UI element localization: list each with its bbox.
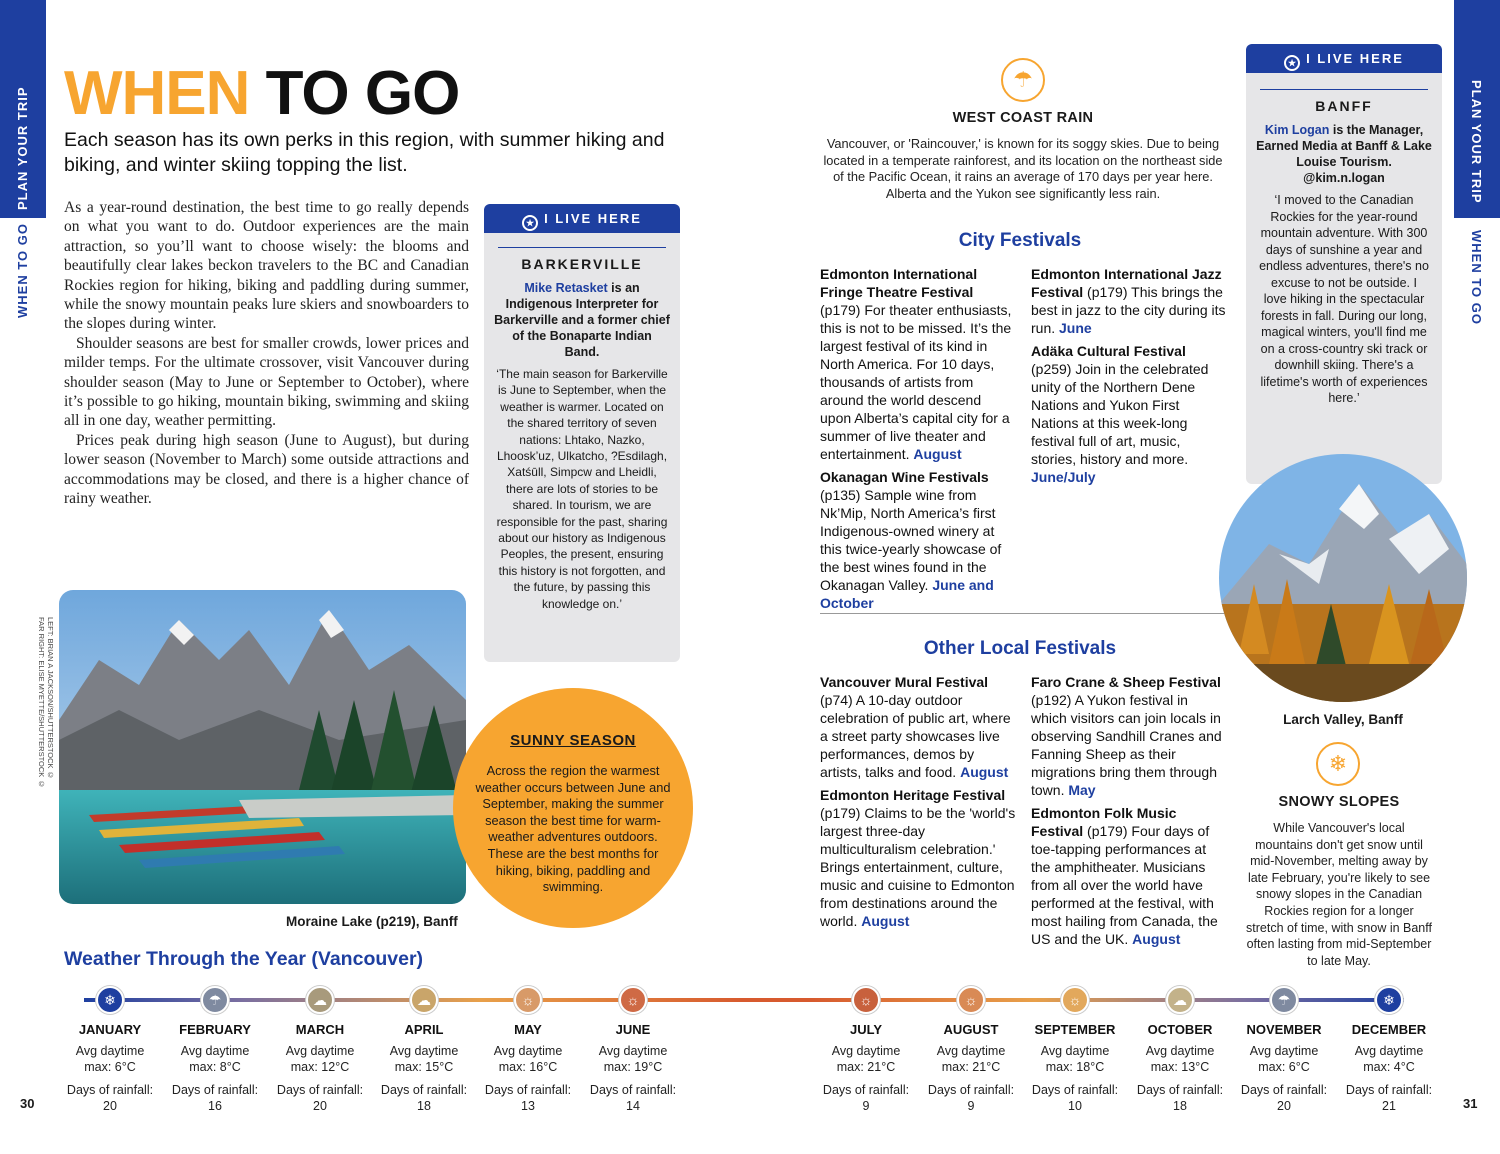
temp-label: Avg daytime xyxy=(75,1043,145,1058)
box-header: ★ I LIVE HERE xyxy=(1246,44,1442,73)
festival-entry: Edmonton Folk Music Festival (p179) Four days of toe-tapping performances at the amphitheater. Musicians from all over the world have performed at the festival, with most hailing from Canada, the US and the UK. August xyxy=(1031,805,1218,947)
rain-value: 20 xyxy=(103,1099,117,1113)
title-rest: TO GO xyxy=(265,59,460,128)
temp-label: Avg daytime xyxy=(936,1043,1006,1058)
sunny-heading: SUNNY SEASON xyxy=(510,732,636,749)
city-festivals-col-1 xyxy=(820,265,1016,617)
sun-icon: ☼ xyxy=(514,986,542,1014)
snowy-text: While Vancouver's local mountains don't get snow until mid-November, melting away by late February, you're likely to see snowy slopes in the Canadian Rockies region for a longer stretch of time, with snow in Banff often lasting from mid-September to late May. xyxy=(1246,821,1432,968)
box-person-name: Kim Logan xyxy=(1264,123,1330,137)
photo-credits: LEFT: BRIAN A JACKSON/SHUTTERSTOCK © FAR RIGHT: ELISE MYETTE/SHUTTERSTOCK © xyxy=(37,617,55,789)
rain-value: 21 xyxy=(1382,1099,1396,1113)
box-bio: Kim Logan is the Manager, Earned Media at Banff & Lake Louise Tourism. @kim.n.logan xyxy=(1256,123,1432,185)
month-may xyxy=(476,1022,580,1115)
rain-label: Days of rainfall: xyxy=(1240,1082,1328,1097)
banff-box xyxy=(1246,44,1442,484)
month-december xyxy=(1337,1022,1441,1115)
rain-label: Days of rainfall: xyxy=(1136,1082,1224,1097)
rain-value: 18 xyxy=(417,1099,431,1113)
rain-label: Days of rainfall: xyxy=(822,1082,910,1097)
temp-label: Avg daytime xyxy=(831,1043,901,1058)
rain-value: 14 xyxy=(626,1099,640,1113)
box-bio: Mike Retasket is an Indigenous Interpreter for Barkerville and a former chief of the Bonaparte Indian Band. xyxy=(494,281,670,359)
temp-label: Avg daytime xyxy=(1040,1043,1110,1058)
other-festivals-col-2 xyxy=(1031,673,1227,953)
month-april xyxy=(372,1022,476,1115)
festival-entry: Edmonton International Fringe Theatre Festival (p179) For theater enthusiasts, this is not to be missed. It’s the largest festival of its kind in North America. For 10 days, thousands of artists from around the world descend upon Alberta’s capital city for a summer of live theater and entertainment. August xyxy=(820,266,1012,462)
festival-entry: Edmonton International Jazz Festival (p179) This brings the best in jazz to the city during its run. June xyxy=(1031,266,1226,336)
month-september xyxy=(1023,1022,1127,1115)
month-name: JULY xyxy=(849,1022,883,1037)
month-name: FEBRUARY xyxy=(179,1022,251,1037)
month-july xyxy=(814,1022,918,1115)
temp-value: max: 12°C xyxy=(290,1060,350,1074)
month-march xyxy=(268,1022,372,1115)
right-tab-sublabel: WHEN TO GO xyxy=(1469,230,1484,325)
intro-body xyxy=(64,198,469,509)
other-festivals-col-1 xyxy=(820,673,1016,935)
month-name: NOVEMBER xyxy=(1246,1022,1322,1037)
right-tab-label: PLAN YOUR TRIP xyxy=(1469,80,1484,204)
month-october xyxy=(1128,1022,1232,1115)
temp-value: max: 13°C xyxy=(1150,1060,1210,1074)
temp-label: Avg daytime xyxy=(1354,1043,1424,1058)
sunny-text: Across the region the warmest weather occurs between June and September, making the summer season the best time for warm-weather adventures outdoors. These are the best months for hiking, biking, paddling and swimming. xyxy=(475,763,671,895)
city-festivals-col-2 xyxy=(1031,265,1227,491)
month-november xyxy=(1232,1022,1336,1115)
rain-value: 18 xyxy=(1173,1099,1187,1113)
festival-entry: Faro Crane & Sheep Festival (p192) A Yukon festival in which visitors can join locals in observing Sandhill Cranes and Fanning Sheep as their migrations bring them through town. May xyxy=(1031,674,1222,798)
month-name: JANUARY xyxy=(78,1022,142,1037)
temp-label: Avg daytime xyxy=(285,1043,355,1058)
cloud-sun-icon: ☁ xyxy=(1166,986,1194,1014)
temp-label: Avg daytime xyxy=(180,1043,250,1058)
left-side-tab xyxy=(0,0,46,1154)
left-tab-sublabel: WHEN TO GO xyxy=(15,223,30,318)
map-pin-icon: ★ xyxy=(522,215,538,231)
temp-label: Avg daytime xyxy=(1249,1043,1319,1058)
rain-label: Days of rainfall: xyxy=(1345,1082,1433,1097)
month-june xyxy=(581,1022,685,1115)
body-paragraph-2: Shoulder seasons are best for smaller crowds, lower prices and milder temps. For the ultimate crossover, visit Vancouver during shoulder season (May to June or September to October), where it’s possible to go hiking, mountain biking, swimming and skiing all in one day, weather permitting. xyxy=(64,334,469,430)
month-january xyxy=(58,1022,162,1115)
rain-value: 20 xyxy=(1277,1099,1291,1113)
temp-label: Avg daytime xyxy=(389,1043,459,1058)
rain-text: Vancouver, or 'Raincouver,' is known for its soggy skies. Due to being located in a temperate rainforest, and its location on the northeast side of the Pacific Ocean, it rains an average of 170 days per year here. Alberta and the Yukon see significantly less rain. xyxy=(823,136,1223,201)
festival-entry: Edmonton Heritage Festival (p179) Claims to be the 'world's largest three-day multiculturalism celebration.' Brings entertainment, culture, music and cuisine to Edmonton from destinations around the world. August xyxy=(820,787,1016,929)
temp-label: Avg daytime xyxy=(1145,1043,1215,1058)
rain-label: Days of rainfall: xyxy=(66,1082,154,1097)
festival-entry: Adäka Cultural Festival (p259) Join in the celebrated unity of the Northern Dene Nations and Yukon First Nations at this week-long festival full of art, music, stories, history and more. June/July xyxy=(1031,343,1209,485)
sun-icon: ☼ xyxy=(957,986,985,1014)
rain-cloud-icon: ☂ xyxy=(1270,986,1298,1014)
weather-heading: Weather Through the Year (Vancouver) xyxy=(64,948,424,970)
month-name: OCTOBER xyxy=(1147,1022,1213,1037)
rain-cloud-icon: ☂ xyxy=(1001,58,1045,102)
temp-label: Avg daytime xyxy=(598,1043,668,1058)
month-name: AUGUST xyxy=(943,1022,999,1037)
rain-value: 20 xyxy=(313,1099,327,1113)
temp-value: max: 18°C xyxy=(1045,1060,1105,1074)
body-paragraph-3: Prices peak during high season (June to August), but during lower season (November to March) some outside attractions and accommodations may be closed, and there is a higher chance of rainy weather. xyxy=(64,431,469,508)
rain-label: Days of rainfall: xyxy=(276,1082,364,1097)
cloud-sun-icon: ☁ xyxy=(306,986,334,1014)
festival-entry: Vancouver Mural Festival (p74) A 10-day outdoor celebration of public art, where a street party showcases live performances, demos by artists, talks and food. August xyxy=(820,674,1011,780)
map-pin-icon: ★ xyxy=(1284,55,1300,71)
body-paragraph-1: As a year-round destination, the best time to go really depends on what you want to do. Outdoor experiences are the main attraction, so you’ll want to choose wisely: the blooms and beautifully clear lakes beckon travelers to the BC and Canadian Rockies region for hiking, biking and paddling during summer, while the snowy mountain peaks lure skiers and snowboarders to the slopes during winter. xyxy=(64,199,469,333)
rain-label: Days of rainfall: xyxy=(171,1082,259,1097)
temp-value: max: 19°C xyxy=(603,1060,663,1074)
sun-icon: ☼ xyxy=(852,986,880,1014)
temp-label: Avg daytime xyxy=(493,1043,563,1058)
temp-value: max: 21°C xyxy=(941,1060,1001,1074)
snowflake-icon: ❄ xyxy=(1375,986,1403,1014)
rain-label: Days of rainfall: xyxy=(927,1082,1015,1097)
temp-value: max: 16°C xyxy=(498,1060,558,1074)
month-name: DECEMBER xyxy=(1351,1022,1427,1037)
rain-label: Days of rainfall: xyxy=(380,1082,468,1097)
snowflake-icon: ❄ xyxy=(1316,742,1360,786)
page-title xyxy=(64,58,459,129)
section-divider xyxy=(820,613,1224,614)
temp-value: max: 6°C xyxy=(84,1060,136,1074)
temp-value: max: 8°C xyxy=(189,1060,241,1074)
title-accent: WHEN xyxy=(64,59,250,128)
month-name: MARCH xyxy=(295,1022,345,1037)
box-place: BANFF xyxy=(1260,89,1428,122)
snowflake-icon: ❄ xyxy=(96,986,124,1014)
box-place: BARKERVILLE xyxy=(498,247,666,280)
sun-icon: ☼ xyxy=(1061,986,1089,1014)
rain-cloud-icon: ☂ xyxy=(201,986,229,1014)
left-photo-caption: Moraine Lake (p219), Banff xyxy=(286,914,458,929)
rain-label: Days of rainfall: xyxy=(1031,1082,1119,1097)
month-name: MAY xyxy=(514,1022,542,1037)
snowy-heading: SNOWY SLOPES xyxy=(1278,794,1400,810)
festival-entry: Okanagan Wine Festivals (p135) Sample wine from Nk’Mip, North America’s first Indigenous-owned winery at this twice-yearly showcase of the best wines found in the Okanagan Valley. June and October xyxy=(820,469,1002,611)
sun-icon: ☼ xyxy=(619,986,647,1014)
temp-value: max: 4°C xyxy=(1363,1060,1415,1074)
temp-value: max: 21°C xyxy=(836,1060,896,1074)
barkerville-box xyxy=(484,204,680,662)
rain-label: Days of rainfall: xyxy=(484,1082,572,1097)
month-february xyxy=(163,1022,267,1115)
city-festivals-heading: City Festivals xyxy=(958,230,1082,251)
rain-value: 13 xyxy=(521,1099,535,1113)
larch-valley-photo xyxy=(1219,454,1467,702)
page-number-left: 30 xyxy=(20,1096,35,1111)
right-photo-caption: Larch Valley, Banff xyxy=(1283,712,1403,727)
temp-value: max: 6°C xyxy=(1258,1060,1310,1074)
lead-paragraph: Each season has its own perks in this region, with summer hiking and biking, and winter skiing topping the list. xyxy=(64,129,665,176)
month-name: SEPTEMBER xyxy=(1034,1022,1116,1037)
box-person-name: Mike Retasket xyxy=(524,281,608,295)
box-quote: ‘I moved to the Canadian Rockies for the year-round mountain adventure. With 300 days of sunshine a year and endless adventures, there's no excuse to not be outside. I love hiking in the spectacular forests in fall. During our long, magical winters, you'll find me on a cross-country ski track or downhill skiing. There's a lifetime's worth of experiences here.’ xyxy=(1259,193,1429,405)
rain-value: 10 xyxy=(1068,1099,1082,1113)
rain-value: 9 xyxy=(862,1099,870,1113)
month-name: APRIL xyxy=(404,1022,444,1037)
month-name: JUNE xyxy=(615,1022,651,1037)
rain-heading: WEST COAST RAIN xyxy=(952,110,1094,126)
month-august xyxy=(919,1022,1023,1115)
rain-value: 9 xyxy=(967,1099,975,1113)
rain-value: 16 xyxy=(208,1099,222,1113)
left-tab-label: PLAN YOUR TRIP xyxy=(15,86,30,210)
temp-value: max: 15°C xyxy=(394,1060,454,1074)
moraine-lake-photo xyxy=(59,590,466,904)
page-number-right: 31 xyxy=(1463,1096,1478,1111)
box-quote: ‘The main season for Barkerville is June to September, when the weather is warmer. Located on the shared territory of seven nations: Lhtako, Nazko, Lhoosk’uz, Ulkatcho, ?Esdilagh, Xatśūll, Simpcw and Lheidli, there are lots of stories to be shared. In tourism, we are responsible for the past, sharing about our history as Indigenous Peoples, the present, ensuring this history is not forgotten, and the future, by passing this knowledge on.’ xyxy=(496,367,668,611)
rain-label: Days of rainfall: xyxy=(589,1082,677,1097)
other-festivals-heading: Other Local Festivals xyxy=(923,638,1117,659)
weather-timeline xyxy=(84,998,1404,1002)
box-header: ★ I LIVE HERE xyxy=(484,204,680,233)
sunny-season-circle xyxy=(453,688,693,928)
cloud-sun-icon: ☁ xyxy=(410,986,438,1014)
